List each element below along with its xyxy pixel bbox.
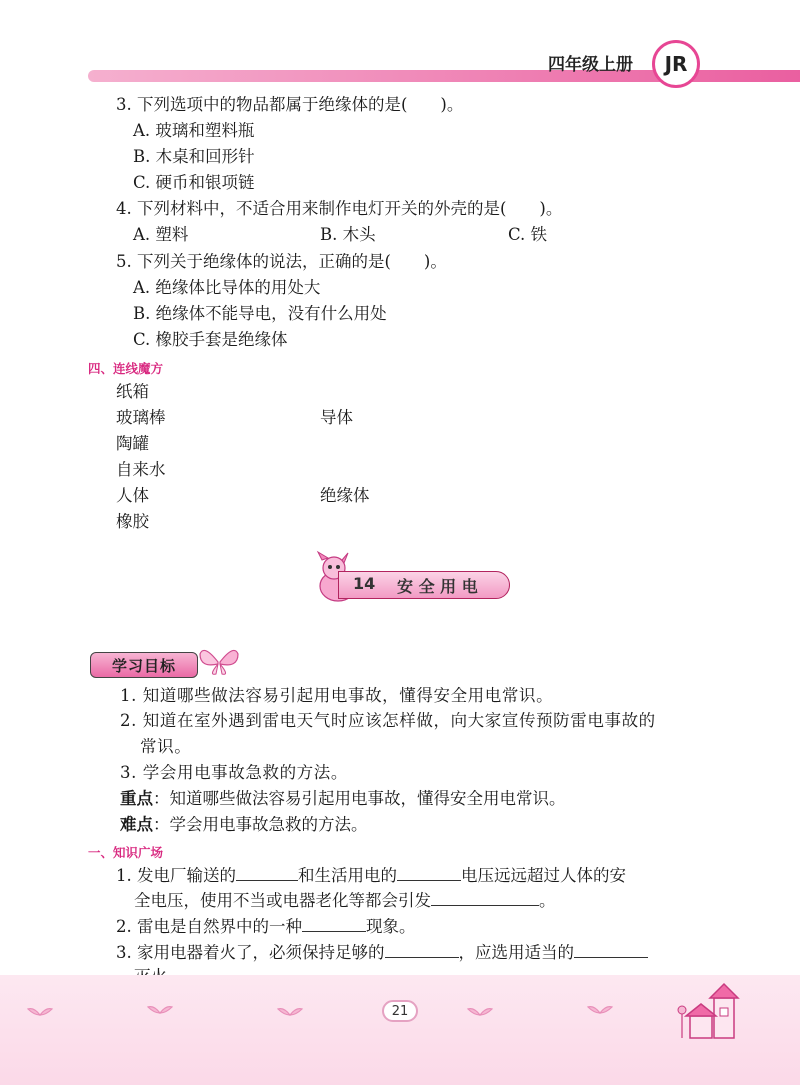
matching-left-item: 自来水 bbox=[116, 460, 166, 479]
knowledge-question-1-cont bbox=[134, 889, 556, 912]
page-number: 21 bbox=[382, 1000, 418, 1022]
question-5-option-b: B. 绝缘体不能导电，没有什么用处 bbox=[133, 304, 387, 323]
matching-left-item: 玻璃棒 bbox=[116, 408, 166, 427]
knowledge-question-2 bbox=[116, 915, 416, 938]
question-3-option-c: C. 硬币和银项链 bbox=[133, 173, 255, 192]
key-point-line bbox=[120, 788, 566, 810]
key-point-label: 重点 bbox=[120, 789, 153, 808]
publisher-badge: JR bbox=[652, 40, 700, 88]
goal-item: 常识。 bbox=[140, 737, 192, 756]
difficult-point-label: 难点 bbox=[120, 815, 153, 834]
matching-right-item: 导体 bbox=[320, 408, 353, 427]
answer-blank[interactable] bbox=[385, 941, 459, 958]
question-3-option-b: B. 木桌和回形针 bbox=[133, 147, 255, 166]
knowledge-question-3 bbox=[116, 941, 648, 964]
matching-right-item: 绝缘体 bbox=[320, 486, 370, 505]
goal-item: 3. 学会用电事故急救的方法。 bbox=[120, 763, 348, 782]
matching-left-item: 人体 bbox=[116, 486, 149, 505]
q3-text-b: ，应选用适当的 bbox=[458, 943, 574, 962]
difficult-point-text: ：学会用电事故急救的方法。 bbox=[153, 815, 368, 834]
question-5-option-c: C. 橡胶手套是绝缘体 bbox=[133, 330, 288, 349]
goal-item: 2. 知道在室外遇到雷电天气时应该怎样做，向大家宣传预防雷电事故的 bbox=[120, 711, 656, 730]
knowledge-question-1 bbox=[116, 864, 626, 887]
q1-text-e: 。 bbox=[539, 891, 556, 910]
q3-text-a: 3. 家用电器着火了，必须保持足够的 bbox=[116, 943, 385, 962]
question-3-option-a: A. 玻璃和塑料瓶 bbox=[133, 121, 255, 140]
q1-text-d: 全电压，使用不当或电器老化等都会引发 bbox=[134, 891, 431, 910]
answer-blank[interactable] bbox=[236, 864, 298, 881]
question-5-option-a: A. 绝缘体比导体的用处大 bbox=[133, 278, 321, 297]
q1-text-c: 电压远远超过人体的安 bbox=[461, 866, 626, 885]
q1-text-b: 和生活用电的 bbox=[298, 866, 397, 885]
answer-blank[interactable] bbox=[302, 915, 366, 932]
question-4-option-b: B. 木头 bbox=[320, 225, 376, 244]
house-lighthouse-decoration bbox=[676, 980, 752, 1040]
q1-text-a: 1. 发电厂输送的 bbox=[116, 866, 236, 885]
lesson-title: 安 全 用 电 bbox=[397, 577, 478, 596]
q2-text-b: 现象。 bbox=[366, 917, 416, 936]
question-4-stem: 4. 下列材料中，不适合用来制作电灯开关的外壳的是( )。 bbox=[116, 199, 563, 218]
matching-left-item: 橡胶 bbox=[116, 512, 149, 531]
question-5-stem: 5. 下列关于绝缘体的说法，正确的是( )。 bbox=[116, 252, 447, 271]
question-4-option-a: A. 塑料 bbox=[133, 225, 189, 244]
q2-text-a: 2. 雷电是自然界中的一种 bbox=[116, 917, 302, 936]
butterfly-icon bbox=[198, 642, 240, 678]
answer-blank[interactable] bbox=[574, 941, 648, 958]
answer-blank[interactable] bbox=[397, 864, 461, 881]
lesson-number: 14 bbox=[353, 574, 376, 593]
lesson-banner bbox=[338, 571, 510, 599]
matching-section-title: 四、连线魔方 bbox=[88, 361, 164, 376]
knowledge-section-title: 一、知识广场 bbox=[88, 845, 164, 860]
learning-goals-label: 学习目标 bbox=[90, 652, 198, 678]
answer-blank[interactable] bbox=[431, 889, 539, 906]
header-grade-title: 四年级上册 bbox=[548, 55, 633, 75]
question-4-option-c: C. 铁 bbox=[508, 225, 548, 244]
matching-left-item: 纸箱 bbox=[116, 382, 149, 401]
goal-item: 1. 知道哪些做法容易引起用电事故，懂得安全用电常识。 bbox=[120, 686, 554, 705]
difficult-point-line bbox=[120, 814, 368, 836]
matching-left-item: 陶罐 bbox=[116, 434, 149, 453]
question-3-stem: 3. 下列选项中的物品都属于绝缘体的是( )。 bbox=[116, 95, 464, 114]
key-point-text: ：知道哪些做法容易引起用电事故，懂得安全用电常识。 bbox=[153, 789, 566, 808]
